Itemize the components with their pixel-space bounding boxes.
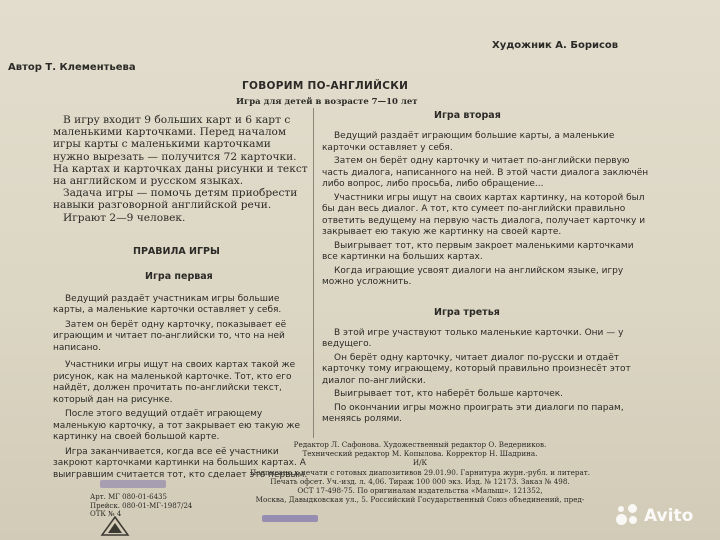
- imprint-line: Печать офсет. Уч.-изд. л. 4,06. Тираж 100 000 экз. Изд. № 12173. Заказ № 498.: [270, 476, 570, 486]
- article-line: ОТК № 4: [90, 510, 122, 518]
- game3-paragraph: Он берёт одну карточку, читает диалог по-русски и отдаёт карточку тому играющему, который правильно произнесёт этот диалог по-английски.: [322, 352, 631, 386]
- game2-paragraph: Участники игры ищут на своих картах картинку, на которой был бы дан весь диалог. А тот, кто сумеет по-английски правильно ответить ведущему на первую часть диалога, получает карточку и закрывает ею такую же картинку на своей карте.: [322, 192, 646, 237]
- intro-section: [53, 114, 308, 224]
- game3-body: [322, 328, 650, 426]
- imprint-line: Подписано к печати с готовых диапозитивов 29.01.90. Гарнитура журн.-рубл. и литерат.: [249, 467, 591, 477]
- imprint-line: И/К: [412, 458, 428, 468]
- game2-paragraph: Когда играющие усвоят диалоги на английском языке, игру можно усложнить.: [322, 265, 624, 287]
- game3-heading: Игра третья: [434, 306, 500, 318]
- imprint-line: ОСТ 17-498-75. По оригиналам издательства «Малыш». 121352,: [297, 486, 543, 496]
- ink-stamp-smudge: [262, 515, 318, 522]
- intro-paragraph: Задача игры — помочь детям приобрести навыки разговорной английской речи.: [53, 187, 298, 212]
- watermark-text: Avito: [644, 506, 694, 526]
- ink-stamp-smudge: [100, 480, 166, 488]
- game2-paragraph: Затем он берёт одну карточку и читает по-английски первую часть диалога, написанного на ней. В этой части диалога заключён либо вопрос, либо просьба, либо обращение...: [322, 156, 649, 189]
- publisher-logo-icon: [100, 515, 130, 537]
- author-credit: Автор Т. Клементьева: [8, 62, 136, 73]
- game3-paragraph: В этой игре участвуют только маленькие карточки. Они — у ведущего.: [322, 327, 624, 349]
- avito-watermark: [616, 503, 716, 529]
- column-divider: [313, 108, 314, 438]
- game1-paragraph: Затем он берёт одну карточку, показывает её играющим и читает по-английски то, что на ней написано.: [53, 319, 287, 353]
- game2-body: [322, 131, 650, 289]
- imprint-line: Москва, Давыдковская ул., 5. Российский Государственный Союз объединений, пред-: [255, 495, 585, 505]
- game3-paragraph: Выигрывает тот, кто наберёт больше карточек.: [334, 389, 564, 399]
- intro-paragraph: Играют 2—9 человек.: [63, 211, 186, 224]
- rules-heading: ПРАВИЛА ИГРЫ: [133, 245, 220, 257]
- game1-paragraph: Участники игры ищут на своих картах такой же рисунок, как на маленькой карточке. Тот, кто его найдёт, должен прочитать по-английски текст, который дан на рисунке.: [53, 360, 296, 405]
- game1-paragraph: Игра заканчивается, когда все её участники закроют карточками картинки на больших картах. А выигравшим считается тот, кто сделает это первым.: [53, 446, 308, 480]
- left-column: [53, 110, 308, 481]
- artist-credit: Художник А. Борисов: [492, 40, 619, 51]
- imprint-line: Технический редактор М. Копылова. Корректор Н. Шадрина.: [302, 449, 538, 459]
- game3-paragraph: По окончании игры можно проиграть эти диалоги по парам, меняясь ролями.: [322, 402, 624, 424]
- game2-paragraph: Выигрывает тот, кто первым закроет маленькими карточками все картинки на больших картах.: [322, 240, 634, 262]
- intro-paragraph: В игру входит 9 больших карт и 6 карт с маленькими карточками. Перед началом игры карты с маленькими карточками нужно вырезать — получится 72 карточки. На картах и карточках даны рисунки и текст на английском и русском языках.: [53, 114, 308, 188]
- article-line: Арт. МГ 080-01-6435: [90, 493, 167, 501]
- game1-paragraph: После этого ведущий отдаёт играющему маленькую карточку, а тот закрывает ею такую же картинку на своей большой карте.: [53, 409, 301, 443]
- right-column: [322, 110, 650, 426]
- document-title: ГОВОРИМ ПО-АНГЛИЙСКИ: [242, 80, 409, 92]
- avito-logo-icon: [616, 504, 640, 528]
- game1-paragraph: Ведущий раздаёт участникам игры большие карты, а маленькие карточки оставляет у себя.: [53, 293, 282, 316]
- game2-heading: Игра вторая: [434, 110, 501, 121]
- article-line: Прейск. 080-01-МГ-1987/24: [90, 501, 193, 510]
- game1-heading: Игра первая: [145, 270, 213, 282]
- imprint-block: [150, 440, 690, 504]
- game2-paragraph: Ведущий раздаёт играющим большие карты, а маленькие карточки оставляет у себя.: [322, 131, 615, 153]
- imprint-line: Редактор Л. Сафонова. Художественный редактор О. Ведерников.: [293, 440, 547, 449]
- document-subtitle: Игра для детей в возрасте 7—10 лет: [236, 97, 418, 107]
